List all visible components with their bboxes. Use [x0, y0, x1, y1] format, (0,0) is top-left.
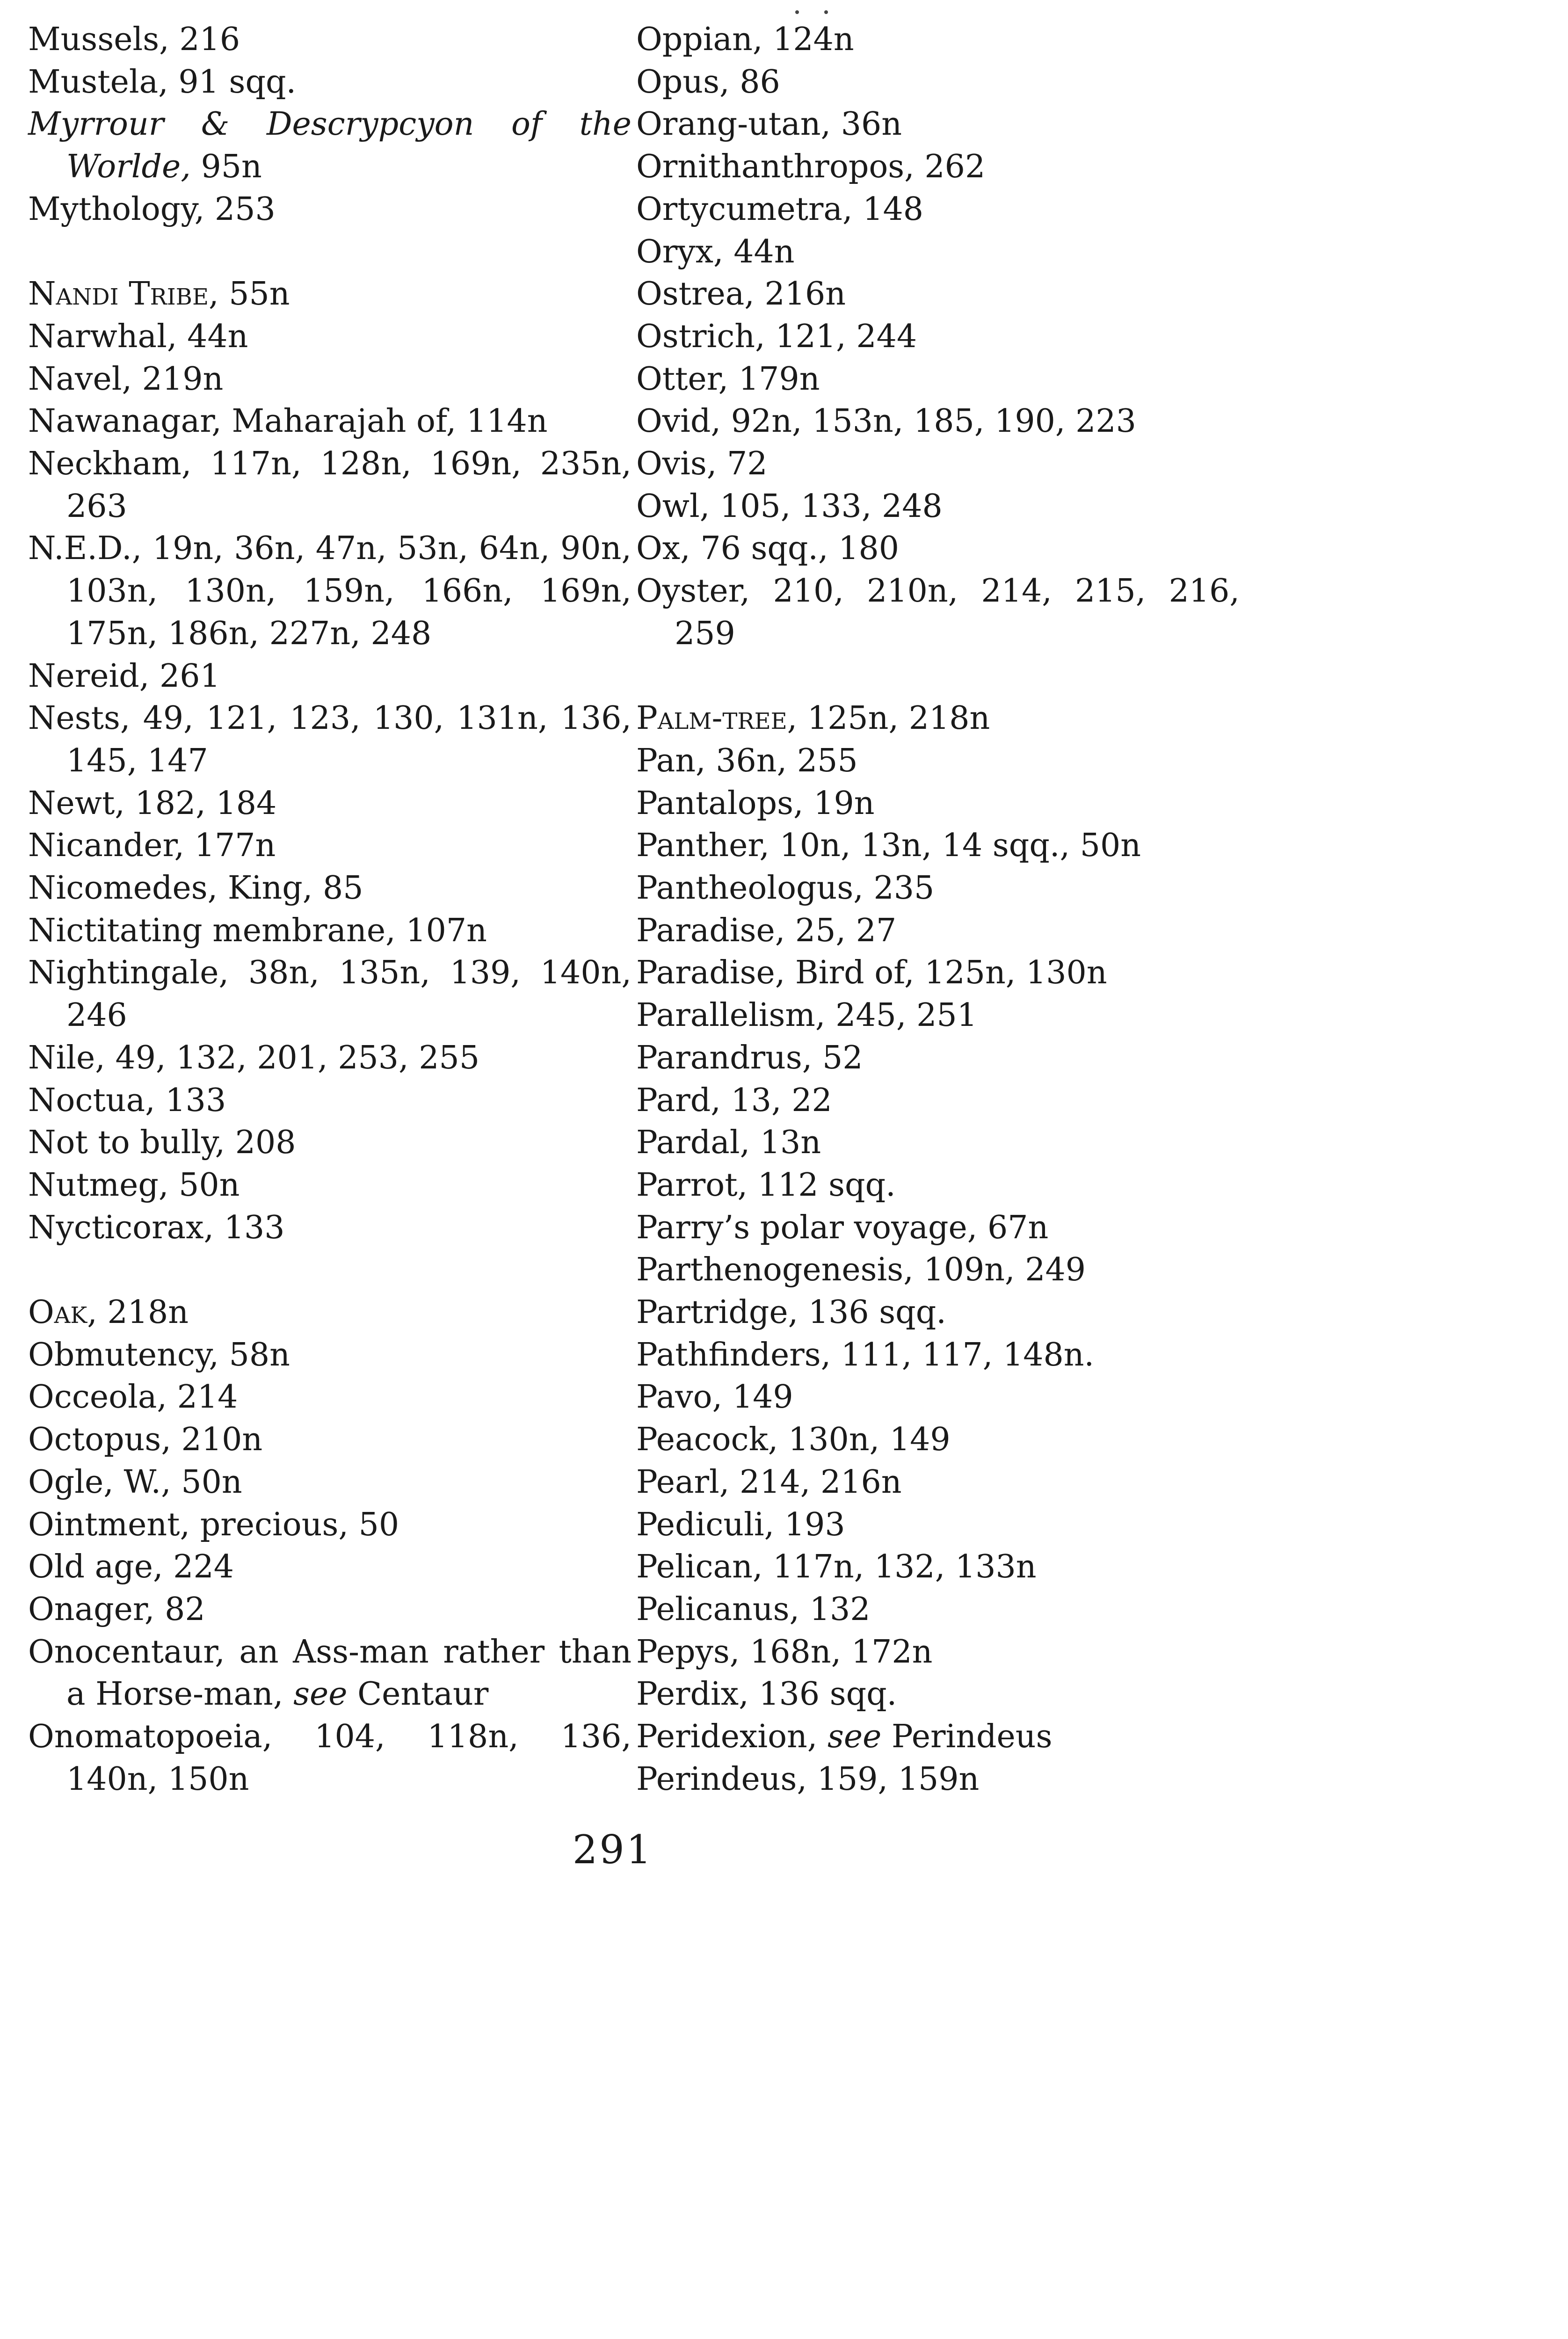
index-entry — [636, 146, 1240, 189]
entry-text: Ostrich, 121, 244 — [636, 318, 917, 355]
index-entry — [28, 1419, 632, 1461]
index-entry — [636, 1546, 1240, 1589]
entry-text: , 55n — [209, 276, 290, 313]
entry-text: Ornithanthropos, 262 — [636, 148, 986, 186]
entry-see-target: Perindeus — [881, 1718, 1053, 1756]
index-entry — [28, 952, 632, 1037]
entry-text: Onager, 82 — [28, 1591, 205, 1628]
index-entry — [636, 316, 1240, 358]
entry-text: 95n — [190, 148, 262, 186]
index-entry — [636, 443, 1240, 486]
entry-text: Paradise, Bird of, 125n, 130n — [636, 954, 1107, 992]
index-entry — [28, 783, 632, 825]
index-entry — [636, 1631, 1240, 1674]
entry-text: Oryx, 44n — [636, 233, 795, 270]
index-entry — [636, 231, 1240, 274]
entry-small-caps: Palm-tree — [636, 700, 787, 737]
index-entry — [636, 400, 1240, 443]
entry-text: Octopus, 210n — [28, 1421, 263, 1459]
entry-text: Pediculi, 193 — [636, 1506, 845, 1543]
index-entry — [636, 1292, 1240, 1334]
index-entry — [636, 1461, 1240, 1504]
entry-text: , 125n, 218n — [787, 700, 990, 737]
index-entry — [28, 316, 632, 358]
entry-text: Opus, 86 — [636, 63, 780, 101]
index-entry — [28, 1122, 632, 1164]
entry-text: Obmutency, 58n — [28, 1336, 290, 1373]
entry-see-target: Centaur — [347, 1676, 489, 1713]
index-entry — [636, 570, 1240, 655]
index-column-left — [28, 19, 632, 1801]
index-entry — [636, 358, 1240, 401]
index-entry — [636, 1673, 1240, 1716]
entry-text: Parandrus, 52 — [636, 1039, 863, 1076]
entry-text: , 218n — [87, 1294, 189, 1331]
entry-text: Nutmeg, 50n — [28, 1166, 240, 1204]
index-entry — [636, 1122, 1240, 1164]
index-entry — [636, 1037, 1240, 1080]
index-entry — [28, 655, 632, 698]
index-entry — [636, 189, 1240, 231]
entry-text: Oppian, 124n — [636, 21, 854, 58]
entry-text: Perdix, 136 sqq. — [636, 1676, 897, 1713]
index-entry — [636, 1334, 1240, 1377]
index-entry — [636, 1716, 1240, 1758]
index-entry — [636, 783, 1240, 825]
entry-text: Pan, 36n, 255 — [636, 742, 858, 779]
index-entry — [636, 1504, 1240, 1547]
index-entry — [636, 1419, 1240, 1461]
entry-text: Orang-utan, 36n — [636, 106, 902, 143]
index-entry — [28, 19, 632, 61]
entry-text: Mythology, 253 — [28, 190, 276, 228]
entry-text: Onomatopoeia, 104, 118n, 136, 140n, 150n — [28, 1718, 632, 1798]
entry-text: Nests, 49, 121, 123, 130, 131n, 136, 145, 147 — [28, 700, 632, 779]
page-number: 291 — [572, 1827, 653, 1873]
entry-text: Mustela, 91 sqq. — [28, 63, 297, 101]
entry-text: Mussels, 216 — [28, 21, 240, 58]
entry-text: Nicander, 177n — [28, 827, 276, 864]
entry-text: Peacock, 130n, 149 — [636, 1421, 951, 1459]
entry-text: Not to bully, 208 — [28, 1124, 296, 1162]
entry-text: Nereid, 261 — [28, 657, 220, 695]
entry-text: Old age, 224 — [28, 1548, 234, 1586]
index-entry — [636, 61, 1240, 104]
index-entry — [28, 1292, 632, 1334]
entry-text: Partridge, 136 sqq. — [636, 1294, 946, 1331]
section-gap — [636, 655, 1240, 698]
section-gap — [28, 1249, 632, 1292]
entry-text: Ogle, W., 50n — [28, 1463, 242, 1501]
index-entry — [28, 1504, 632, 1547]
index-entry — [28, 1164, 632, 1207]
index-entry — [28, 867, 632, 910]
index-entry — [636, 825, 1240, 867]
entry-text: Ox, 76 sqq., 180 — [636, 530, 900, 567]
index-entry — [636, 1589, 1240, 1631]
index-entry — [28, 1716, 632, 1801]
entry-text: Noctua, 133 — [28, 1082, 226, 1119]
entry-text: Narwhal, 44n — [28, 318, 248, 355]
index-column-right — [636, 19, 1240, 1801]
entry-text: Parry’s polar voyage, 67n — [636, 1209, 1049, 1246]
index-entry — [28, 1461, 632, 1504]
index-entry — [636, 867, 1240, 910]
section-gap — [28, 231, 632, 274]
entry-text: Pelican, 117n, 132, 133n — [636, 1548, 1037, 1586]
entry-text: Newt, 182, 184 — [28, 785, 277, 822]
entry-text: Paradise, 25, 27 — [636, 912, 897, 949]
index-entry — [28, 273, 632, 316]
entry-text: Nycticorax, 133 — [28, 1209, 285, 1246]
entry-see-reference: see — [828, 1718, 882, 1756]
entry-text: Navel, 219n — [28, 360, 224, 398]
entry-text: Peridexion, — [636, 1718, 828, 1756]
index-entry — [636, 952, 1240, 995]
entry-text: Nawanagar, Maharajah of, 114n — [28, 403, 548, 440]
index-entry — [28, 443, 632, 528]
entry-small-caps: Nandi Tribe — [28, 276, 209, 313]
entry-text: Neckham, 117n, 128n, 169n, 235n, 263 — [28, 445, 632, 525]
index-entry — [28, 1207, 632, 1249]
entry-text: Onocentaur, an Ass-man rather than a Horse-man, — [28, 1633, 632, 1713]
entry-text: Ointment, precious, 50 — [28, 1506, 399, 1543]
entry-text: Pardal, 13n — [636, 1124, 821, 1162]
entry-text: Parallelism, 245, 251 — [636, 997, 977, 1034]
entry-text: Ovid, 92n, 153n, 185, 190, 223 — [636, 403, 1136, 440]
index-entry — [28, 189, 632, 231]
index-entry — [636, 486, 1240, 528]
entry-text: Pathfinders, 111, 117, 148n. — [636, 1336, 1095, 1373]
index-entry — [28, 697, 632, 782]
entry-text: Pard, 13, 22 — [636, 1082, 832, 1119]
index-entry — [28, 61, 632, 104]
entry-text: Owl, 105, 133, 248 — [636, 487, 943, 525]
entry-text: Nicomedes, King, 85 — [28, 870, 363, 907]
index-entry — [636, 1376, 1240, 1419]
index-entry — [28, 103, 632, 188]
entry-text: Pantalops, 19n — [636, 785, 875, 822]
entry-text: Pearl, 214, 216n — [636, 1463, 902, 1501]
entry-text: Parthenogenesis, 109n, 249 — [636, 1251, 1086, 1289]
index-entry — [28, 1546, 632, 1589]
entry-small-caps: Oak — [28, 1294, 87, 1331]
index-entry — [636, 910, 1240, 952]
entry-text: Ortycumetra, 148 — [636, 190, 923, 228]
index-entry — [28, 1037, 632, 1080]
index-entry — [28, 910, 632, 952]
entry-text: Parrot, 112 sqq. — [636, 1166, 896, 1204]
entry-text: Pelicanus, 132 — [636, 1591, 871, 1628]
entry-text: Otter, 179n — [636, 360, 820, 398]
index-entry — [636, 697, 1240, 740]
index-entry — [636, 1207, 1240, 1249]
entry-text: Pantheologus, 235 — [636, 870, 935, 907]
speck — [795, 10, 799, 14]
entry-text: Perindeus, 159, 159n — [636, 1760, 980, 1798]
index-entry — [636, 19, 1240, 61]
entry-see-reference: see — [293, 1676, 348, 1713]
entry-text: Ostrea, 216n — [636, 276, 846, 313]
index-entry — [28, 1334, 632, 1377]
index-entry — [28, 358, 632, 401]
speck — [824, 10, 828, 14]
index-entry — [636, 528, 1240, 570]
entry-text: Panther, 10n, 13n, 14 sqq., 50n — [636, 827, 1141, 864]
index-entry — [28, 1080, 632, 1122]
index-entry — [636, 1758, 1240, 1801]
index-entry — [636, 1249, 1240, 1292]
entry-text: Oyster, 210, 210n, 214, 215, 216, 259 — [636, 573, 1240, 652]
index-entry — [636, 995, 1240, 1037]
entry-text: Nightingale, 38n, 135n, 139, 140n, 246 — [28, 954, 632, 1034]
entry-text: Pepys, 168n, 172n — [636, 1633, 933, 1671]
entry-text: N.E.D., 19n, 36n, 47n, 53n, 64n, 90n, 103n, 130n, 159n, 166n, 169n, 175n, 186n, 227n, 248 — [28, 530, 632, 652]
index-entry — [28, 400, 632, 443]
entry-text: Pavo, 149 — [636, 1379, 793, 1416]
index-entry — [28, 1589, 632, 1631]
entry-text: Occeola, 214 — [28, 1379, 238, 1416]
index-entry — [28, 1631, 632, 1716]
index-entry — [636, 1164, 1240, 1207]
index-entry — [636, 103, 1240, 146]
index-entry — [636, 740, 1240, 783]
entry-text: Ovis, 72 — [636, 445, 768, 483]
entry-text: Nile, 49, 132, 201, 253, 255 — [28, 1039, 480, 1076]
index-entry — [28, 1376, 632, 1419]
index-entry — [636, 1080, 1240, 1122]
index-entry — [28, 528, 632, 655]
entry-text: Nictitating membrane, 107n — [28, 912, 487, 949]
entry-italic-title: Myrrour & Descrypcyon of the Worlde, — [28, 106, 632, 186]
index-entry — [28, 825, 632, 867]
index-entry — [636, 273, 1240, 316]
